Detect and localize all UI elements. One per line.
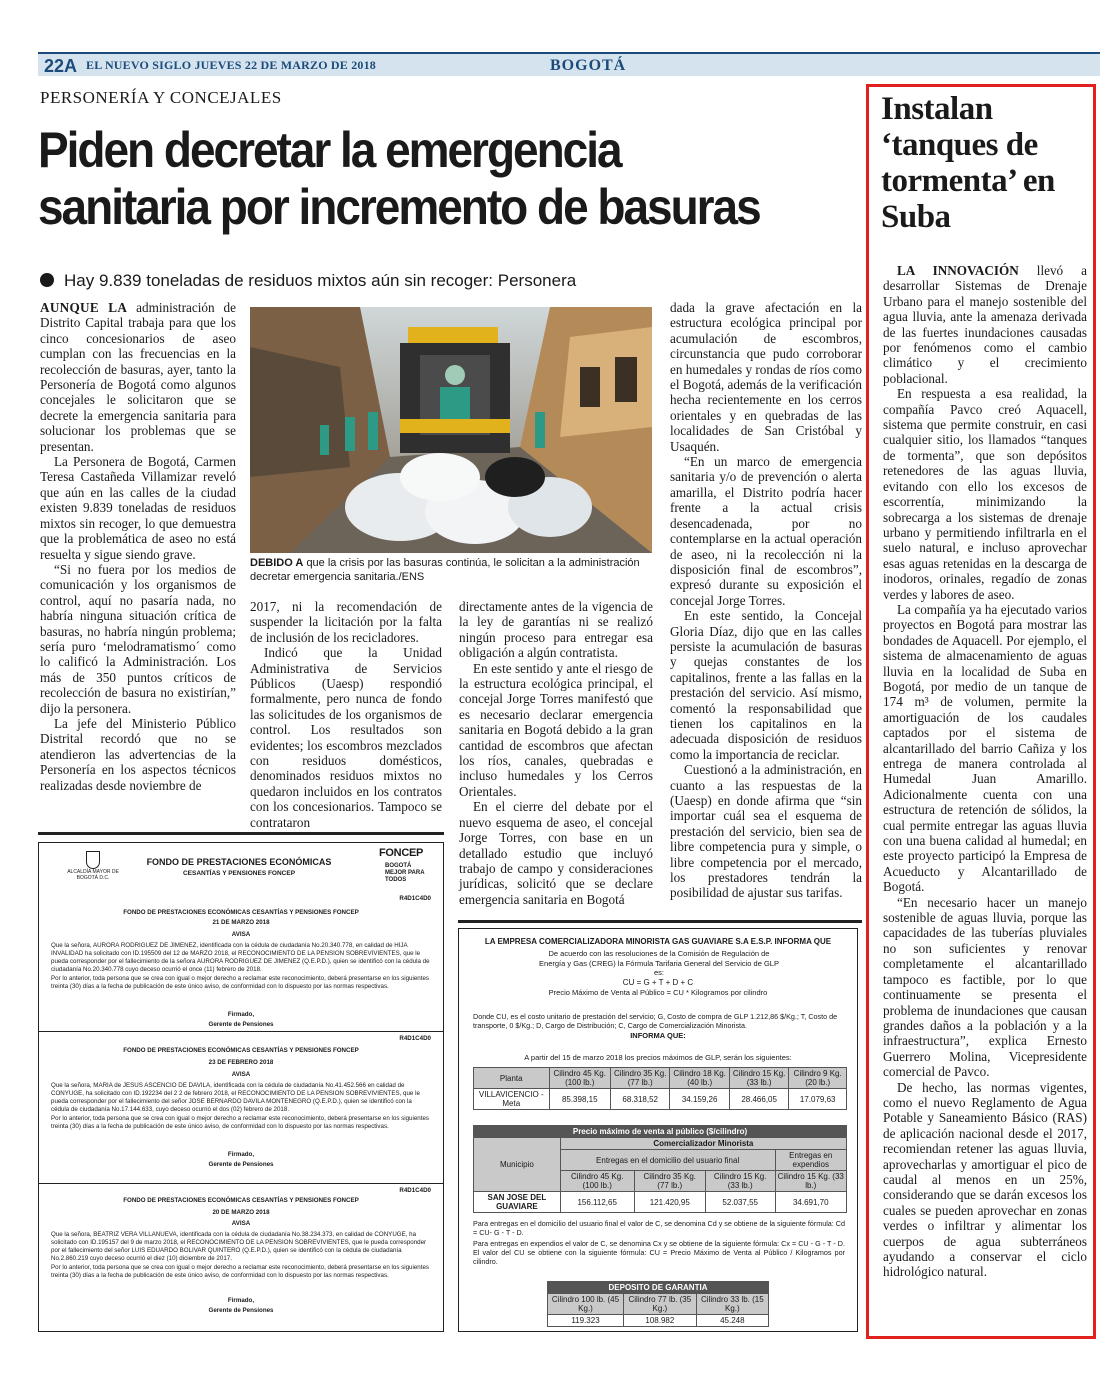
paragraph [883, 263, 1087, 386]
table-header: Cilindro 33 lb. (15 Kg.) [696, 1294, 768, 1315]
divider [39, 1031, 443, 1032]
table-header: Cilindro 77 lb. (35 Kg.) [623, 1294, 696, 1315]
gas-definitions: Donde CU, es el costo unitario de prestación del servicio; G, Costo de compra de GLP 1.212,86 $/Kg.; T, Costo de transporte, 0 $/Kg.; D, Cargo de Distribución; C, Cargo de Comercialización Minorista. [473, 1012, 838, 1030]
table-header: Cilindro 35 Kg. (77 lb.) [610, 1068, 669, 1089]
table-header: Cilindro 45 Kg. (100 lb.) [560, 1171, 634, 1192]
paragraph: En respuesta a esa realidad, la compañía Pavco creó Aquacell, sistema que permite construir, en casi cualquier sitio, los llamados “tanques de tormenta”, que son depósitos retenedores de las aguas lluvia, evitando con ello los excesos de escorrentía, minimizando la sobrecarga a los sistemas de drenaje urbano y permitiendo infiltrarla en el suelo natural, e incluso aprovechar esas aguas retenidas en la descarga de inodoros, orinales, regadío de zonas verdes y labores de aseo. [883, 386, 1087, 602]
table-cell: VILLAVICENCIO - Meta [474, 1089, 550, 1110]
caption-lead: DEBIDO A [250, 557, 304, 569]
bullet-icon [40, 273, 54, 287]
paragraph: La jefe del Ministerio Público Distrital recordó que no se atendieron las advertencias de la Personería en los aspectos técnicos realizadas desde noviembre de [40, 715, 236, 793]
paragraph [40, 300, 236, 454]
article-column-1 [40, 300, 236, 793]
table-cell: 68.318,52 [610, 1089, 669, 1110]
notice-org: FONDO DE PRESTACIONES ECONÓMICAS CESANTÍAS Y PENSIONES FONCEP [123, 1047, 359, 1054]
gas-title: LA EMPRESA COMERCIALIZADORA MINORISTA GAS GUAVIARE S.A E.S.P. INFORMA QUE [484, 937, 832, 946]
notice-code: R4D1C4D0 [399, 1035, 431, 1042]
paragraph: dada la grave afectación en la estructura ecológica principal por acumulación de escombros, circunstancia que pudo corroborar en humedales y rondas de ríos como el Bogotá, además de la verificación hecha recientemente en los cerros orientales y en quebradas de las localidades de San Cristóbal y Usaquén. [670, 300, 862, 454]
logo-label: ALCALDÍA MAYOR DE BOGOTÁ D.C. [67, 869, 119, 881]
lead-in: AUNQUE LA [40, 300, 128, 315]
table-header: Cilindro 15 Kg. (33 lb.) [729, 1068, 788, 1089]
gas-formula: CU = G + T + D + C [622, 978, 694, 987]
notice-type: AVISA [231, 1220, 251, 1227]
table-cell: 17.079,63 [789, 1089, 847, 1110]
gas-intro: De acuerdo con las resoluciones de la Comisión de Regulación de Energía y Gas (CREG) la Fórmula Tarifaria General del Servicio de GLP es: [539, 949, 779, 977]
paragraph: Cuestionó a la administración, en cuanto a las respuestas de la (Uaesp) en donde afirma que “sin importar cuál sea el esquema de prestación del servicio, bien sea de libre competencia pura y simple, o libre competencia por el mercado, los prestadores tendrán la posibilidad de ajustar sus tarifas. [670, 762, 862, 901]
foncep-subtitle: CESANTÍAS Y PENSIONES FONCEP [182, 870, 296, 877]
gas-informa: INFORMA QUE: [630, 1031, 686, 1040]
gas-guaviare-notice [458, 928, 858, 1332]
notice-signed: Firmado, [227, 1151, 255, 1158]
table-header: Cilindro 100 lb. (45 Kg.) [548, 1294, 624, 1315]
notice-signed: Firmado, [227, 1011, 255, 1018]
table-header: Cilindro 18 Kg. (40 lb.) [670, 1068, 729, 1089]
paragraph: La compañía ya ha ejecutado varios proyectos en Bogotá para mostrar las bondades de Aquacell. Por ejemplo, el sistema de almacenamiento de aguas lluvia en la localidad de Suba en Bogotá, por medio de un tanque de 174 m³ de volumen, permite la amortiguación de los caudales captados por el sistema de alcantarillado del barrio Cañiza y los entrega de manera controlada al Humedal Juan Amarillo. Adicionalmente cuenta con una estructura de retención de sólidos, la cual permite entregar las aguas lluvia con una buena calidad al humedal; en este proyecto participó la Empresa de Acueducto y Alcantarillado de Bogotá. [883, 601, 1087, 895]
sidebar-title: Instalan ‘tanques de tormenta’ en Suba [881, 91, 1055, 235]
deposit-table [547, 1281, 769, 1327]
divider [458, 920, 862, 923]
foncep-title: FONDO DE PRESTACIONES ECONÓMICAS [146, 857, 332, 867]
photo-caption [250, 556, 652, 584]
bogota-logo [63, 851, 123, 881]
article-column-3 [459, 599, 653, 907]
paragraph-text: llevó a desarrollar Sistemas de Drenaje Urbano para el manejo sostenible del agua lluvia, ante la amenaza derivada de las fuertes inundaciones causadas por fenómenos como el cambio climático y el crecimiento poblacional. [883, 263, 1087, 386]
paragraph: Indicó que la Unidad Administrativa de Servicios Públicos (Uaesp) respondió formalmente, pero nunca de fondo las solicitudes de los organismos de control. Los resultados son evidentes; los escombros mezclados con residuos domésticos, denominados residuos mixtos no quedaron incluidos en los contratos con los concesionarios. Tampoco se contrataron [250, 645, 442, 830]
gas-effective-date: A partir del 15 de marzo 2018 los precios máximos de GLP, serán los siguientes: [524, 1053, 792, 1062]
subheadline [40, 271, 576, 291]
table-header: Planta [474, 1068, 550, 1089]
notice-signed: Firmado, [227, 1297, 255, 1304]
notice-text: Que la señora, MARIA de JESUS ASCENCIO DE DAVILA, identificada con la cédula de ciudadanía No.41.452.566 en calidad de CONYUGE, ha solicitado con ID.192234 del 2 2 de febrero 2018, el RECONOCIMIENTO DE LA PENSION SOBREVIVIENTES, que le pueda corresponder por el fallecimiento del señor JOSE BERNARDO DAVILA MONTENEGRO (Q.E.P.D.), quien se identificó con la cédula de ciudadanía No.17.144.633, cuyo deceso ocurrió el dos (02) febrero de 2018. [51, 1082, 420, 1113]
gas-note-2: Para entregas en expendios el valor de C, se denomina Cx y se obtiene de la siguiente fórmula: Cx = CU - G - T - D. El valor del CU se obtiene con la siguiente fórmula: CU = Precio Máximo de Venta al Público / Kilogramos por cilindro. [473, 1239, 845, 1266]
street-cleanup-photo [250, 307, 652, 553]
shield-icon [86, 851, 100, 869]
paragraph: En este sentido y ante el riesgo de la estructura ecológica principal, el concejal Jorge Torres manifestó que es necesario declarar emergencia sanitaria en Bogotá debido a la gran cantidad de escombros que afectan los ríos, canales, quebradas e incluso humedales y los Cerros Orientales. [459, 660, 653, 799]
article-column-2 [250, 599, 442, 830]
edition-info: EL NUEVO SIGLO JUEVES 22 DE MARZO DE 2018 [86, 58, 377, 72]
price-table-retail [473, 1125, 847, 1213]
article-column-4 [670, 300, 862, 901]
table-header: Comercializador Minorista [560, 1138, 846, 1150]
notice-text: Por lo anterior, toda persona que se crea con igual o mejor derecho a reclamar este reconocimiento, deberá presentarse en los siguientes treinta (30) días a la fecha de publicación de este único aviso, de conformidad con lo dispuesto por las normas respectivas. [51, 1264, 429, 1279]
notice-type: AVISA [231, 931, 251, 938]
notice-text: Por lo anterior, toda persona que se crea con igual o mejor derecho a reclamar este reconocimiento, deberá presentarse en los siguientes treinta (30) días a la fecha de publicación de este único aviso, de conformidad con lo dispuesto por las normas respectivas. [51, 1115, 429, 1130]
foncep-notice-box [38, 842, 444, 1332]
sidebar-body [883, 263, 1087, 1280]
foncep-brand: FONCEP [379, 847, 424, 859]
table-title: DEPOSITO DE GARANTIA [548, 1282, 769, 1294]
paragraph: directamente antes de la vigencia de la ley de garantías ni se realizó ningún proceso para entregar esa obligación a algún contratista. [459, 599, 653, 661]
notice-date: 21 DE MARZO 2018 [212, 919, 270, 926]
paragraph: En este sentido, la Concejal Gloria Díaz, dijo que en las calles persiste la acumulación de basuras y quejas constantes de los capitalinos, frente a las fallas en la prestación del servicio. Así mismo, comentó la responsabilidad que tienen los capitalinos en la adecuada disposición de residuos como la importancia de reciclar. [670, 608, 862, 762]
table-header: Entregas en el domicilio del usuario final [560, 1150, 775, 1171]
news-photo [250, 307, 652, 553]
notice-code: R4D1C4D0 [399, 895, 431, 902]
notice-signer: Gerente de Pensiones [208, 1161, 274, 1168]
notice-signer: Gerente de Pensiones [208, 1307, 274, 1314]
notice-org: FONDO DE PRESTACIONES ECONÓMICAS CESANTÍAS Y PENSIONES FONCEP [123, 909, 359, 916]
table-header: Cilindro 35 Kg. (77 lb.) [634, 1171, 705, 1192]
table-header: Cilindro 9 Kg. (20 lb.) [789, 1068, 847, 1089]
divider [38, 832, 444, 835]
table-header: Cilindro 15 Kg. (33 lb.) [705, 1171, 775, 1192]
table-cell: 52.037,55 [705, 1192, 775, 1213]
sidebar-article [866, 84, 1096, 1339]
bogota-mejor-brand: BOGOTÁ MEJOR PARA TODOS [385, 863, 425, 883]
paragraph: “Si no fuera por los medios de comunicación y los organismos de control, aquí no pasaría nada, no habría ninguna situación crítica de basuras, no habría ningún problema; sería puro ‘melodramatismo´ como lo calificó la Administración. Los más de 350 puntos críticos de recolección de basura no existirían,” dijo la personera. [40, 561, 236, 716]
notice-text: Por lo anterior, toda persona que se crea con igual o mejor derecho a reclamar este reconocimiento, deberá presentarse en los siguientes treinta (30) días a la fecha de publicación de este único aviso, de conformidad con lo dispuesto por las normas respectivas. [51, 975, 429, 990]
caption-text: que la crisis por las basuras continúa, le solicitan a la administración decretar emergencia sanitaria./ENS [250, 557, 640, 583]
paragraph: La Personera de Bogotá, Carmen Teresa Castañeda Villamizar reveló que aún en las calles de la ciudad existen 9.839 toneladas de residuos mixtos sin recoger, lo que demuestra que la problemática de aseo no está resuelta y sigue siendo grave. [40, 454, 236, 562]
notice-org: FONDO DE PRESTACIONES ECONÓMICAS CESANTÍAS Y PENSIONES FONCEP [123, 1197, 359, 1204]
kicker: PERSONERÍA Y CONCEJALES [40, 88, 282, 107]
paragraph: “En necesario hacer un manejo sostenible de aguas lluvia, porque las capacidades de las tuberías pluviales no son suficientes y renovar completamente el alcantarillado tampoco es factible, por lo que continuamente se presenta el problema de inundaciones que causan grandes daños a la población y a la infraestructura”, explica Ernesto Guerrero Molina, Vicepresidente comercial de Pavco. [883, 894, 1087, 1080]
table-cell: 156.112,65 [560, 1192, 634, 1213]
paragraph: “En un marco de emergencia sanitaria y/o de prevención o alerta amarilla, el Distrito podría hacer frente a la actual crisis desencadenada, por no contemplarse en la actual operación de aseo, ni la recolección ni la disposición final de escombros”, expresó durante su exposición el concejal Jorge Torres. [670, 454, 862, 608]
paragraph: De hecho, las normas vigentes, como el nuevo Reglamento de Agua Potable y Saneamiento Básico (RAS) de aplicación nacional desde el 2017, recomiendan retener las aguas lluvia, aprovecharlas y amortiguar el pico de caudal al menos en un 25%, considerando que se darán excesos los cuales se pueden aprovechar en zonas verdes o infiltrar y alimentar los cuerpos de agua subterráneos ayudando a conservar el ciclo hidrológico natural. [883, 1079, 1087, 1280]
table-cell: 108.982 [623, 1315, 696, 1327]
paragraph-text: administración de Distrito Capital trabaja para que los cinco concesionarios de aseo cumplan con las frecuencias en la recolección de basuras, ayer, tanto la Personería de Bogotá como algunos concejales le solicitaron que se decrete la emergencia sanitaria para solucionar los problemas que se presentan. [40, 300, 236, 454]
table-header: Entregas en expendios [775, 1150, 847, 1171]
notice-date: 23 DE FEBRERO 2018 [208, 1059, 274, 1066]
notice-signer: Gerente de Pensiones [208, 1021, 274, 1028]
table-cell: 119.323 [548, 1315, 624, 1327]
table-cell: 34.691,70 [775, 1192, 847, 1213]
page-header [38, 52, 1100, 76]
table-header: Cilindro 45 Kg. (100 lb.) [549, 1068, 610, 1089]
notice-text: Que la señora, AURORA RODRIGUEZ DE JIMENEZ, identificada con la cédula de ciudadanía No.20.340.778, en calidad de HIJA INVALIDAD ha solicitado con ID.195509 del 12 de MARZO 2018, el RECONOCIMIENTO DE LA PENSION SOBREVIVIENTES, que le pueda corresponder por el fallecimiento de la señora AURORA RODRIGUEZ DE JIMENEZ (Q.E.P.D.), quien se identificó con la cédula de ciudadanía No.20.340.778 cuyo deceso ocurrió el once (11) febrero de 2018. [51, 942, 430, 973]
divider [39, 1183, 443, 1184]
table-header: Municipio [474, 1138, 561, 1192]
table-header: Cilindro 15 Kg. (33 lb.) [775, 1171, 847, 1192]
paragraph: En el cierre del debate por el nuevo esquema de aseo, el concejal Jorge Torres, con base en un detallado estudio que incluyó trabajo de campo y consideraciones jurídicas, solicitó que se declare emergencia sanitaria en Bogotá [459, 799, 653, 907]
price-table-plant [473, 1067, 847, 1110]
table-title: Precio máximo de venta al público ($/cilindro) [474, 1126, 847, 1138]
notice-code: R4D1C4D0 [399, 1187, 431, 1194]
table-cell: SAN JOSE DEL GUAVIARE [474, 1192, 561, 1213]
table-cell: 121.420,95 [634, 1192, 705, 1213]
section-name: BOGOTÁ [550, 57, 627, 74]
notice-date: 20 DE MARZO 2018 [212, 1209, 270, 1216]
table-cell: 28.466,05 [729, 1089, 788, 1110]
lead-in: LA INNOVACIÓN [897, 263, 1019, 278]
table-cell: 34.159,26 [670, 1089, 729, 1110]
page-number: 22A [44, 56, 78, 76]
notice-text: Que la señora, BEATRIZ VERA VILLANUEVA, identificada con la cédula de ciudadanía No.38.234.373, en calidad de CONYUGE, ha solicitado con ID.195157 del 9 de marzo 2018, el RECONOCIMIENTO DE LA PENSION SOBREVIVIENTES, que le pueda corresponder por el fallecimiento del señor LUIS EDUARDO BOLIVAR QUINTERO (Q.E.P.D.), quien se identificó con la cédula de ciudadanía No.2.860.219 cuyo deceso ocurrió el diez (10) diciembre de 2017. [51, 1231, 427, 1262]
subheadline-text: Hay 9.839 toneladas de residuos mixtos aún sin recoger: Personera [64, 271, 577, 290]
notice-type: AVISA [231, 1071, 251, 1078]
table-cell: 85.398,15 [549, 1089, 610, 1110]
table-cell: 45.248 [696, 1315, 768, 1327]
gas-note-1: Para entregas en el domicilio del usuario final el valor de C, se denomina Cd y se obtiene de la siguiente fórmula: Cd = CU- G - T - D. [473, 1219, 845, 1237]
paragraph: 2017, ni la recomendación de suspender la licitación por la falta de inclusión de los recicladores. [250, 599, 442, 645]
gas-formula-2: Precio Máximo de Venta al Público = CU * Kilogramos por cilindro [548, 988, 768, 997]
headline: Piden decretar la emergencia sanitaria por incremento de basuras [38, 122, 760, 235]
